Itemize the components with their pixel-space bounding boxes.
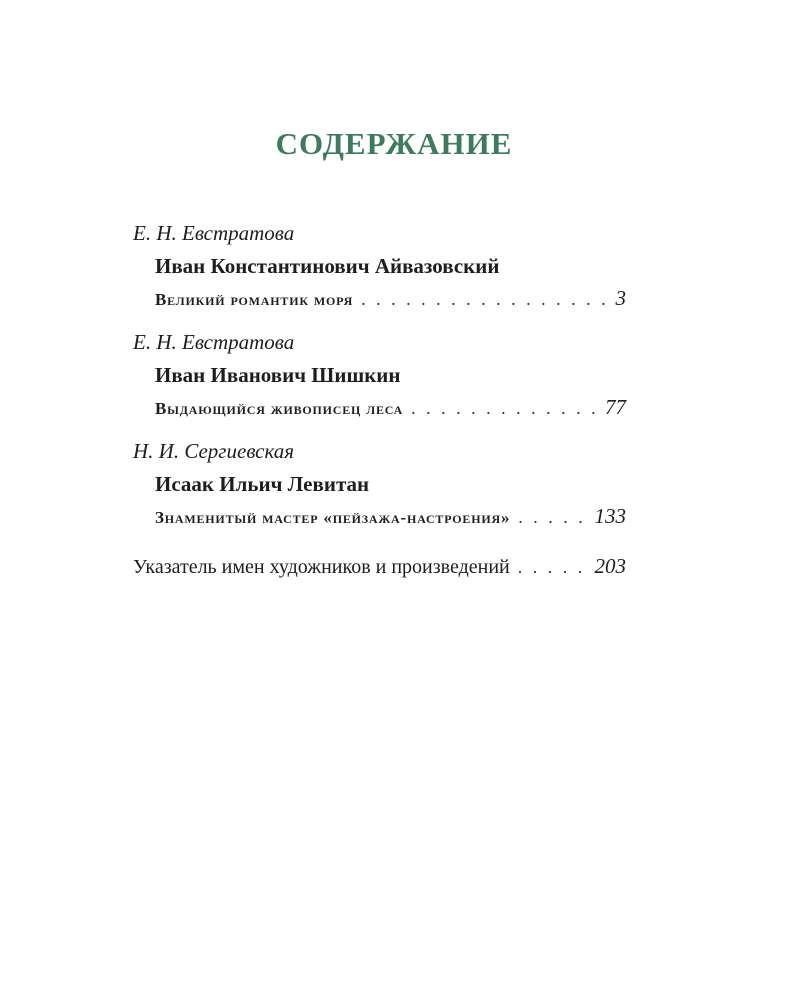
toc-entry-line[interactable] <box>155 502 626 530</box>
section-author: Е. Н. Евстратова <box>133 221 295 245</box>
toc-entry-line[interactable] <box>155 284 626 312</box>
section-artist: Исаак Ильич Левитан <box>155 472 370 496</box>
section-author: Е. Н. Евстратова <box>133 330 295 354</box>
page-number: 133 <box>594 504 626 528</box>
dot-leader <box>518 503 590 531</box>
toc-section-levitan <box>133 437 626 530</box>
toc-section-shishkin <box>133 328 626 421</box>
section-subtitle: Выдающийся живописец леса <box>155 399 404 418</box>
section-subtitle: Знаменитый мастер «пейзажа-настроения» <box>155 508 511 527</box>
section-subtitle: Великий романтик моря <box>155 290 354 309</box>
dot-leader <box>411 394 601 422</box>
section-artist: Иван Иванович Шишкин <box>155 363 401 387</box>
dot-leader <box>361 285 611 313</box>
page-number: 77 <box>605 395 626 419</box>
section-author: Н. И. Сергиевская <box>133 439 295 463</box>
dot-leader <box>518 553 591 581</box>
toc-section-aivazovsky <box>133 219 626 312</box>
toc-entry-line[interactable] <box>155 393 626 421</box>
toc-title: СОДЕРЖАНИЕ <box>275 126 513 161</box>
section-artist: Иван Константинович Айвазовский <box>155 254 500 278</box>
toc-index-entry[interactable] <box>133 552 626 580</box>
page-number: 203 <box>594 554 626 578</box>
page-number: 3 <box>615 286 626 310</box>
index-label: Указатель имен художников и произведений <box>133 556 510 578</box>
